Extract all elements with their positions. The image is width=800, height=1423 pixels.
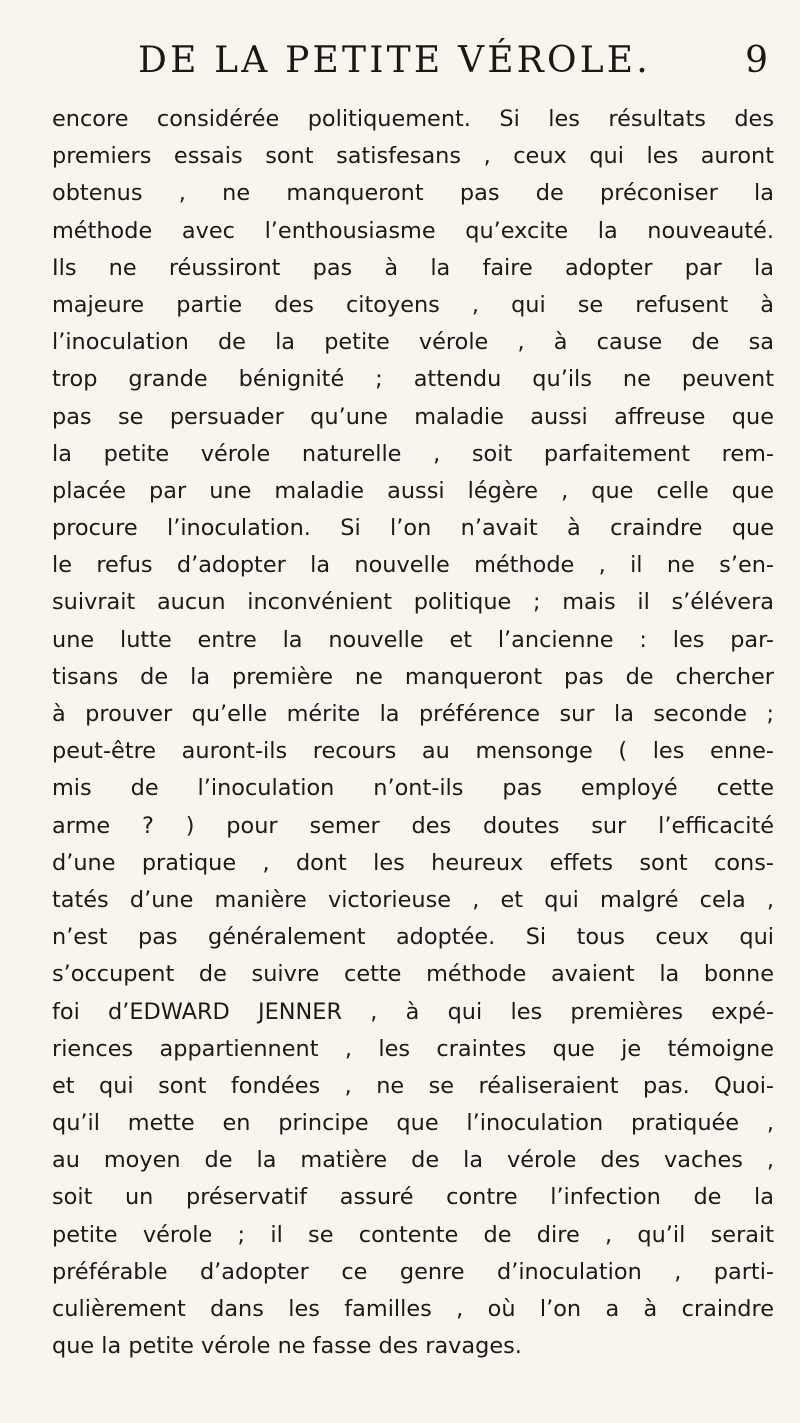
text-line: petite vérole ; il se contente de dire , qu’il serait <box>52 1221 774 1248</box>
text-line: et qui sont fondées , ne se réaliseraient pas. Quoi- <box>52 1072 774 1099</box>
text-line: tisans de la première ne manqueront pas de chercher <box>52 663 774 690</box>
text-line: arme ? ) pour semer des doutes sur l’efficacité <box>52 812 774 839</box>
text-line: riences appartiennent , les craintes que je témoigne <box>52 1035 774 1062</box>
text-line: obtenus , ne manqueront pas de préconiser la <box>52 180 774 207</box>
text-line: mis de l’inoculation n’ont-ils pas employé cette <box>52 775 774 802</box>
text-line: préférable d’adopter ce genre d’inoculation , parti- <box>52 1258 774 1285</box>
text-line: l’inoculation de la petite vérole , à cause de sa <box>52 329 774 356</box>
text-line: procure l’inoculation. Si l’on n’avait à craindre que <box>52 515 774 542</box>
text-line: à prouver qu’elle mérite la préférence sur la seconde ; <box>52 701 774 727</box>
text-line: une lutte entre la nouvelle et l’ancienne : les par- <box>52 626 774 653</box>
running-title: DE LA PETITE VÉROLE. <box>138 40 651 81</box>
text-line: suivrait aucun inconvénient politique ; mais il s’élévera <box>52 589 774 616</box>
text-line: majeure partie des citoyens , qui se refusent à <box>52 291 774 318</box>
text-line: la petite vérole naturelle , soit parfaitement rem- <box>52 440 774 467</box>
running-header <box>88 34 778 90</box>
body-text <box>52 101 774 1411</box>
text-line: que la petite vérole ne fasse des ravages. <box>52 1333 522 1360</box>
text-line: qu’il mette en principe que l’inoculation pratiquée , <box>52 1110 774 1137</box>
text-line: culièrement dans les familles , où l’on a à craindre <box>52 1296 774 1322</box>
text-line: méthode avec l’enthousiasme qu’excite la nouveauté. <box>52 217 774 244</box>
text-line: n’est pas généralement adoptée. Si tous ceux qui <box>52 924 774 951</box>
text-line: foi d’EDWARD JENNER , à qui les premières expé- <box>52 998 774 1025</box>
text-line: placée par une maladie aussi légère , que celle que <box>52 477 774 504</box>
text-line: soit un préservatif assuré contre l’infection de la <box>52 1184 774 1211</box>
text-line: premiers essais sont satisfesans , ceux qui les auront <box>52 143 774 170</box>
text-line: au moyen de la matière de la vérole des vaches , <box>52 1147 774 1174</box>
text-line: s’occupent de suivre cette méthode avaient la bonne <box>52 961 774 988</box>
text-line: le refus d’adopter la nouvelle méthode , il ne s’en- <box>52 552 774 579</box>
text-line: d’une pratique , dont les heureux effets sont cons- <box>52 849 774 876</box>
page-number: 9 <box>745 40 768 81</box>
text-line: pas se persuader qu’une maladie aussi affreuse que <box>52 403 774 430</box>
text-line: encore considérée politiquement. Si les résultats des <box>52 106 774 132</box>
text-line: Ils ne réussiront pas à la faire adopter par la <box>52 254 774 281</box>
text-line: peut-être auront-ils recours au mensonge ( les enne- <box>52 738 774 765</box>
text-line: tatés d’une manière victorieuse , et qui malgré cela , <box>52 886 774 913</box>
text-line: trop grande bénignité ; attendu qu’ils ne peuvent <box>52 366 774 393</box>
